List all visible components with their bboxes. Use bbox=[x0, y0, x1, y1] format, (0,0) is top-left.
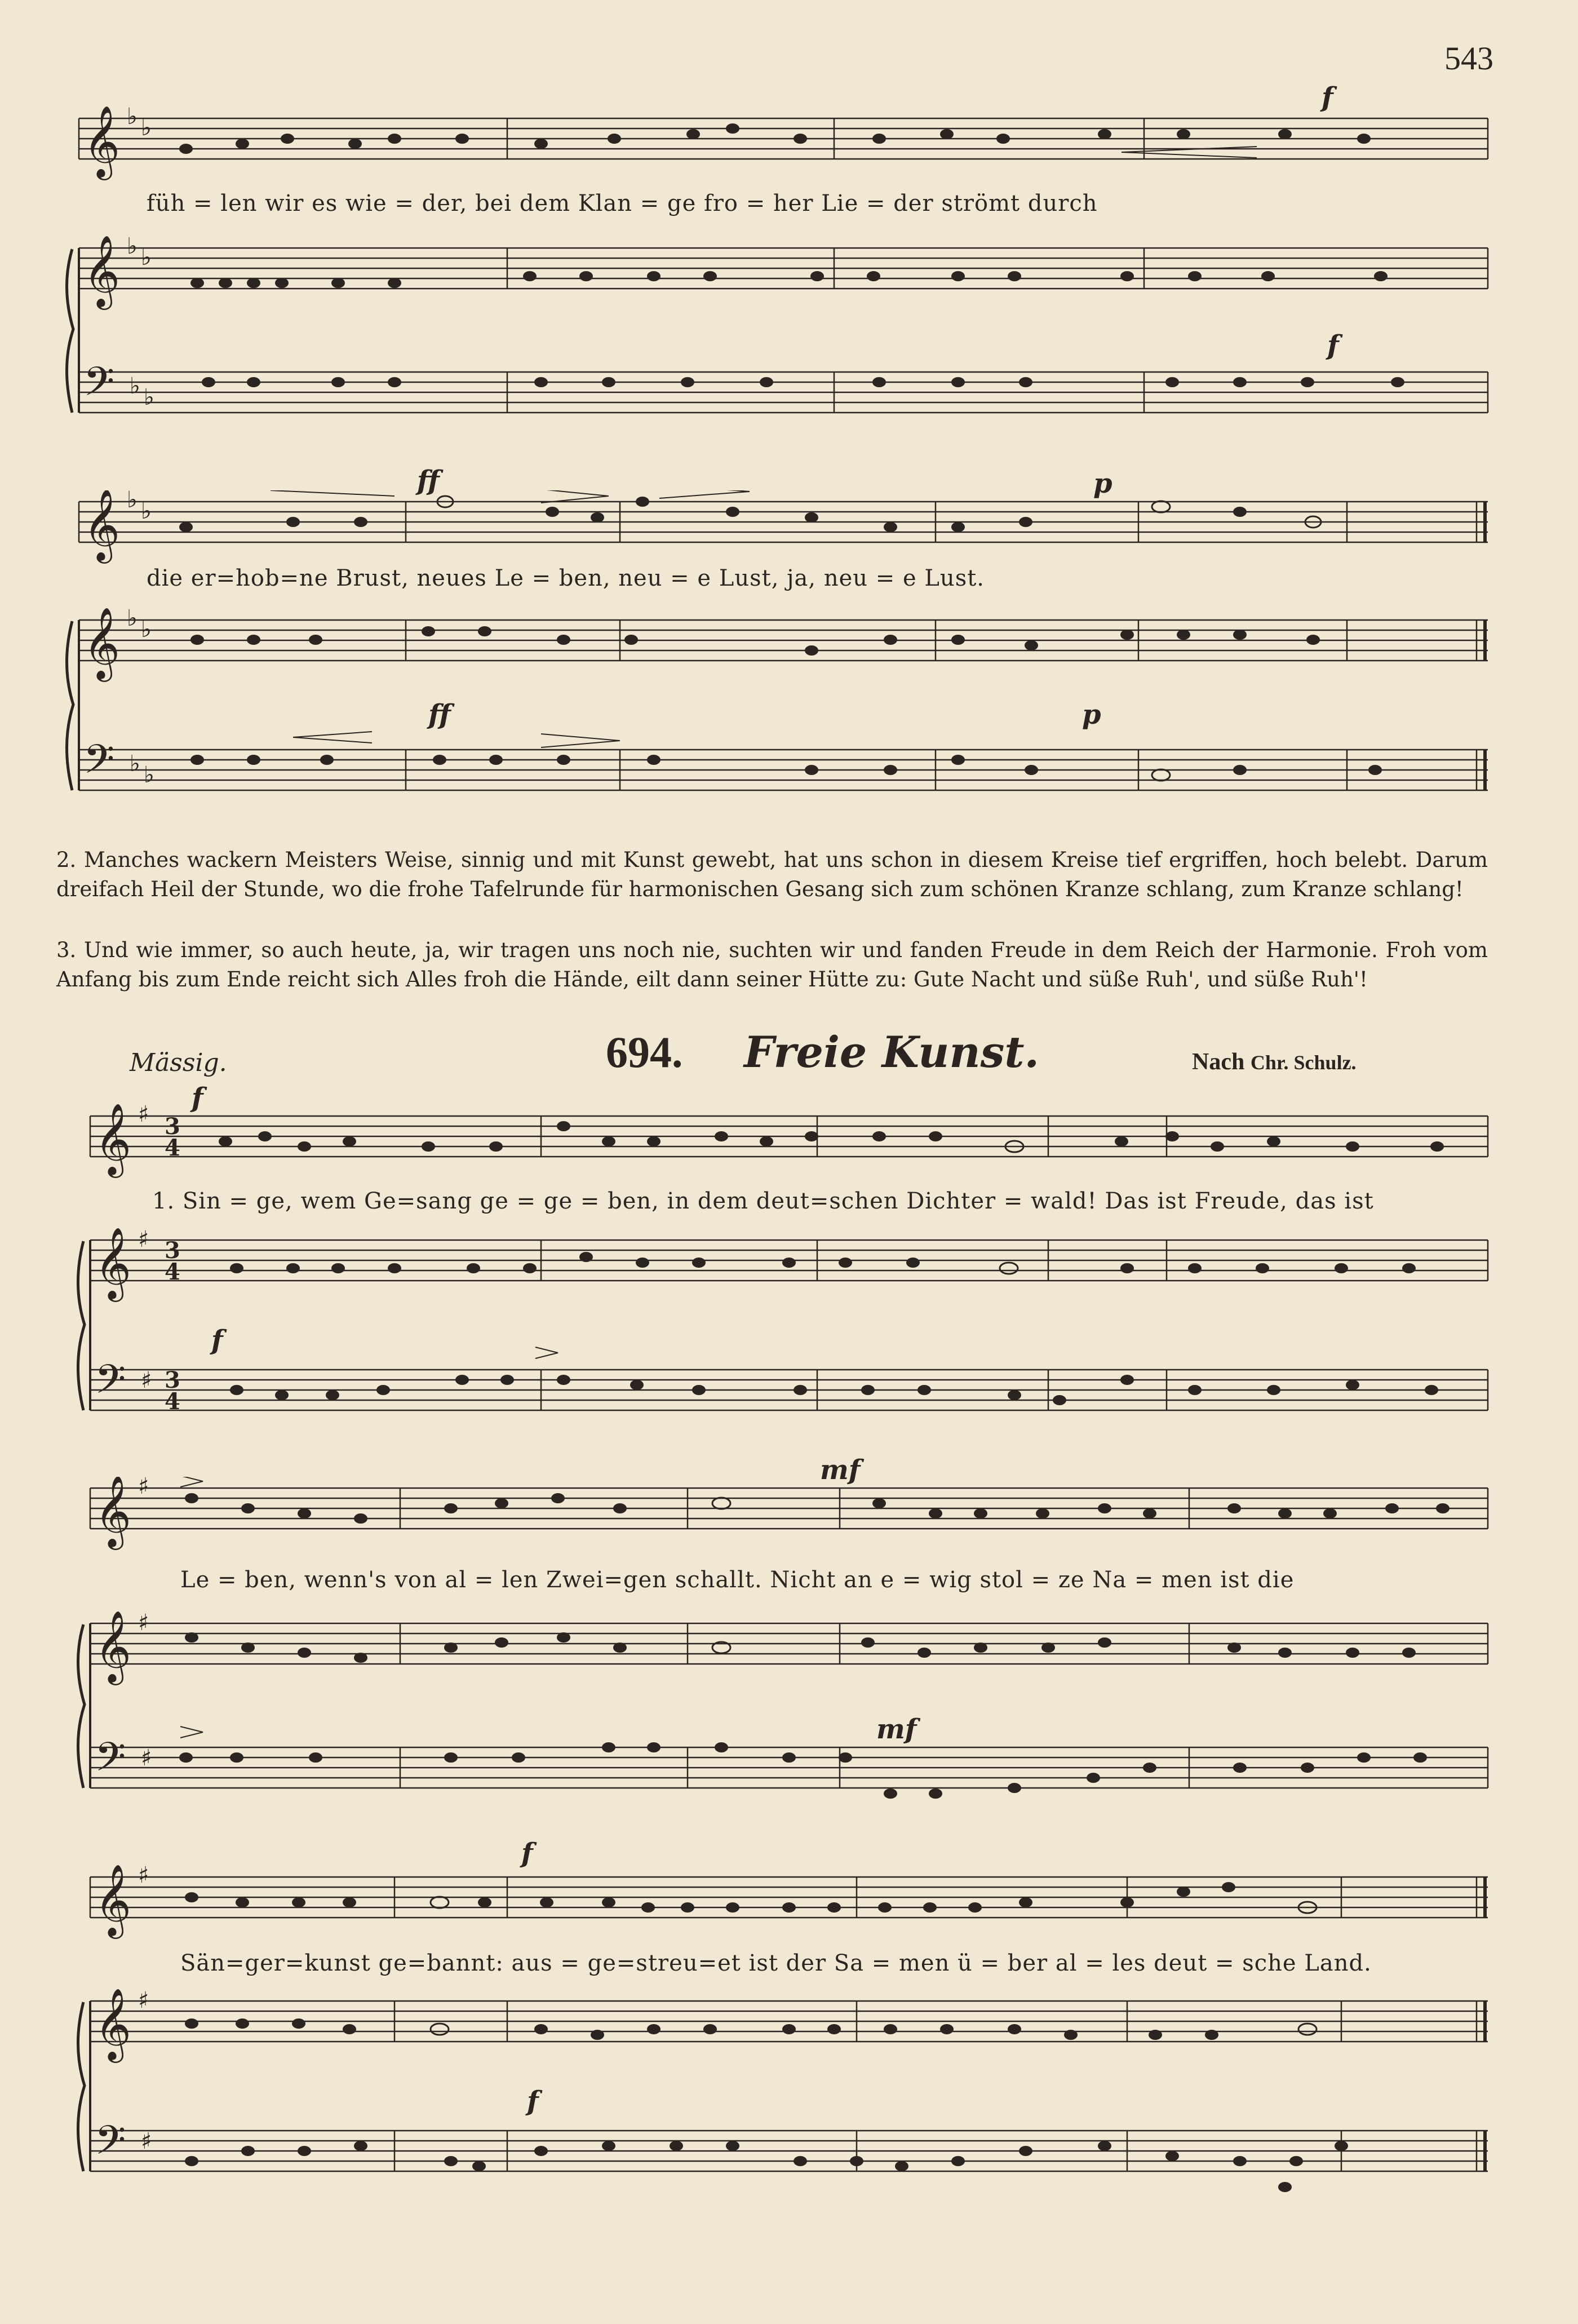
svg-text:♯: ♯ bbox=[138, 1610, 149, 1636]
dynamic-fortissimo: ff bbox=[417, 465, 440, 497]
lyrics-line: Le = ben, wenn's von al = len Zwei=gen schallt. Nicht an e = wig stol = ze Na = men ist die bbox=[180, 1567, 1295, 1593]
bass-clef-icon: 𝄢 bbox=[83, 736, 115, 793]
treble-clef-icon: 𝄞 bbox=[83, 490, 121, 560]
bass-clef-icon: 𝄢 bbox=[95, 1356, 126, 1413]
svg-text:♯: ♯ bbox=[138, 1862, 149, 1888]
dynamic-fortissimo: ff bbox=[428, 699, 451, 731]
svg-text:♯: ♯ bbox=[141, 2128, 152, 2154]
svg-text:♯: ♯ bbox=[141, 1367, 152, 1393]
staff-group bbox=[0, 1860, 1578, 2210]
tempo-marking: Mässig. bbox=[130, 1048, 227, 1077]
score-system-3 bbox=[0, 1082, 1578, 1449]
piece-title: Freie Kunst. bbox=[744, 1027, 1039, 1077]
svg-text:♭: ♭ bbox=[141, 498, 152, 524]
staff-group bbox=[0, 101, 1578, 462]
score-system-5 bbox=[0, 1838, 1578, 2210]
svg-text:♯: ♯ bbox=[138, 1477, 149, 1499]
svg-text:♭: ♭ bbox=[127, 490, 138, 513]
dynamic-forte: f bbox=[1322, 82, 1333, 113]
piece-number: 694. bbox=[606, 1028, 683, 1077]
dynamic-forte: f bbox=[192, 1082, 203, 1114]
dynamic-forte: f bbox=[1327, 330, 1339, 361]
composer-name: Chr. Schulz. bbox=[1250, 1051, 1357, 1074]
time-signature-top: 3 bbox=[165, 1367, 180, 1393]
page-number: 543 bbox=[1444, 40, 1493, 77]
time-signature-top: 3 bbox=[165, 1113, 180, 1140]
svg-text:♭: ♭ bbox=[127, 605, 138, 631]
svg-text:♭: ♭ bbox=[144, 384, 154, 410]
score-system-4 bbox=[0, 1454, 1578, 1826]
time-signature-bottom: 4 bbox=[165, 1259, 180, 1285]
svg-text:♭: ♭ bbox=[144, 762, 154, 788]
bass-clef-icon: 𝄢 bbox=[83, 358, 115, 415]
treble-clef-icon: 𝄞 bbox=[95, 1863, 132, 1936]
treble-clef-icon: 𝄞 bbox=[83, 234, 121, 307]
dynamic-forte: f bbox=[521, 1838, 533, 1869]
composer-prefix: Nach bbox=[1192, 1049, 1245, 1075]
treble-clef-icon: 𝄞 bbox=[95, 1987, 132, 2060]
treble-clef-icon: 𝄞 bbox=[83, 607, 121, 679]
dynamic-piano: p bbox=[1093, 468, 1112, 499]
svg-text:♭: ♭ bbox=[141, 245, 152, 271]
dynamic-forte: f bbox=[527, 2086, 539, 2117]
svg-text:♭: ♭ bbox=[141, 115, 152, 141]
staff-group bbox=[0, 490, 1578, 829]
treble-clef-icon: 𝄞 bbox=[83, 105, 121, 177]
lyrics-line: die er=hob=ne Brust, neues Le = ben, neu = e Lust, ja, neu = e Lust. bbox=[147, 565, 985, 591]
bass-clef-icon: 𝄢 bbox=[95, 2117, 126, 2174]
time-signature-bottom: 4 bbox=[165, 1135, 180, 1161]
svg-text:♭: ♭ bbox=[141, 617, 152, 643]
dynamic-mezzoforte: mf bbox=[820, 1454, 861, 1486]
staff-group bbox=[0, 1099, 1578, 1449]
svg-text:♯: ♯ bbox=[138, 1987, 149, 2013]
staff-group bbox=[0, 1477, 1578, 1826]
composer-credit bbox=[1192, 1048, 1357, 1075]
treble-clef-icon: 𝄞 bbox=[95, 1477, 132, 1547]
svg-text:♭: ♭ bbox=[130, 373, 140, 399]
score-system-2 bbox=[0, 465, 1578, 829]
verse-2: 2. Manches wackern Meisters Weise, sinnig und mit Kunst gewebt, hat uns schon in diesem Kreise tief ergriffen, hoch belebt. Darum dreifach Heil der Stunde, wo die frohe Tafelrunde für harmonischen Gesang sich zum schönen Kranze schlang, zum Kranze schlang! bbox=[56, 848, 1488, 901]
svg-text:♭: ♭ bbox=[127, 233, 138, 259]
svg-text:♭: ♭ bbox=[127, 104, 138, 130]
lyrics-line: füh = len wir es wie = der, bei dem Klan = ge fro = her Lie = der strömt durch bbox=[147, 191, 1098, 216]
lyrics-line: Sän=ger=kunst ge=bannt: aus = ge=streu=et ist der Sa = men ü = ber al = les deut = sche Land. bbox=[180, 1950, 1372, 1976]
treble-clef-icon: 𝄞 bbox=[95, 1610, 132, 1682]
svg-text:♭: ♭ bbox=[130, 751, 140, 777]
svg-text:♯: ♯ bbox=[141, 1745, 152, 1771]
lyrics-line: 1. Sin = ge, wem Ge=sang ge = ge = ben, in dem deut=schen Dichter = wald! Das ist Freude, das ist bbox=[152, 1188, 1374, 1214]
svg-text:♯: ♯ bbox=[138, 1227, 149, 1252]
svg-text:♯: ♯ bbox=[138, 1101, 149, 1127]
time-signature-bottom: 4 bbox=[165, 1388, 180, 1415]
verse-3: 3. Und wie immer, so auch heute, ja, wir tragen uns noch nie, suchten wir und fanden Freude in dem Reich der Harmonie. Froh vom Anfang bis zum Ende reicht sich Alles froh die Hände, eilt dann seiner Hütte zu: Gute Nacht und süße Ruh', und süße Ruh'! bbox=[56, 938, 1488, 991]
dynamic-forte: f bbox=[211, 1325, 223, 1356]
treble-clef-icon: 𝄞 bbox=[95, 1227, 132, 1299]
piece-header bbox=[0, 1020, 1578, 1082]
score-system-1 bbox=[0, 82, 1578, 462]
time-signature-top: 3 bbox=[165, 1237, 180, 1264]
treble-clef-icon: 𝄞 bbox=[95, 1103, 132, 1175]
dynamic-piano: p bbox=[1082, 699, 1101, 731]
dynamic-mezzoforte: mf bbox=[876, 1714, 917, 1745]
bass-clef-icon: 𝄢 bbox=[95, 1734, 126, 1790]
